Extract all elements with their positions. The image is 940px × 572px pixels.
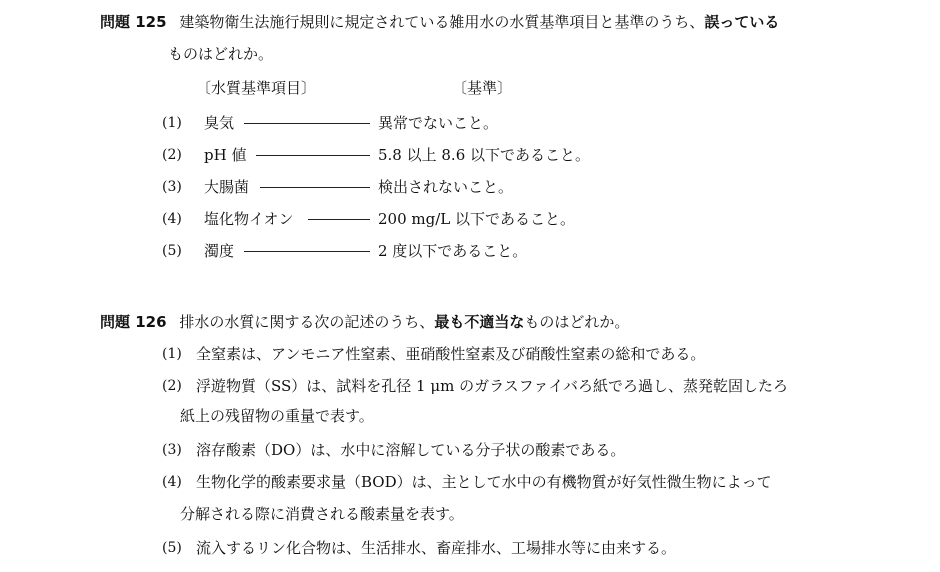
q125-label: 問題 125	[100, 13, 167, 31]
q126-option-text: 全窒素は、アンモニア性窒素、亜硝酸性窒素及び硝酸性窒素の総和である。	[196, 345, 706, 363]
q125-option-number: (1)	[162, 115, 182, 131]
q125-stem-emphasis: 誤っている	[704, 13, 780, 31]
q126-stem-a: 排水の水質に関する次の記述のうち、	[179, 313, 435, 331]
q125-row-item: 塩化物イオン	[204, 210, 294, 228]
q126-option-text: 浮遊物質（SS）は、試料を孔径 1 μm のガラスファイバろ紙でろ過し、蒸発乾固したろ	[196, 377, 789, 395]
q125-option-number: (3)	[162, 179, 182, 195]
q125-option-number: (5)	[162, 243, 182, 259]
q126-stem-c: ものはどれか。	[524, 313, 630, 331]
q125-row-item: pH 値	[204, 146, 247, 164]
q125-row-standard: 検出されないこと。	[378, 178, 514, 196]
q125-row-standard: 5.8 以上 8.6 以下であること。	[378, 146, 591, 164]
q125-header-standard: 〔基準〕	[452, 79, 513, 97]
q125-option-number: (4)	[162, 211, 182, 227]
q125-stem-a: 建築物衛生法施行規則に規定されている雑用水の水質基準項目と基準のうち、	[179, 13, 705, 31]
q126-option-number: (2)	[162, 378, 182, 394]
q126-option-text: 生物化学的酸素要求量（BOD）は、主として水中の有機物質が好気性微生物によって	[196, 473, 772, 491]
leader-line	[256, 155, 370, 156]
q126-option-text: 流入するリン化合物は、生活排水、畜産排水、工場排水等に由来する。	[196, 539, 677, 557]
q126-option-number: (1)	[162, 346, 182, 362]
q126-stem-emphasis: 最も不適当な	[434, 313, 525, 331]
q125-option-number: (2)	[162, 147, 182, 163]
q126-option-number: (3)	[162, 442, 182, 458]
q126-option-text-cont: 紙上の残留物の重量で表す。	[180, 407, 374, 425]
q126-option-number: (5)	[162, 540, 182, 556]
q126-option-text-cont: 分解される際に消費される酸素量を表す。	[180, 505, 464, 523]
q125-row-standard: 異常でないこと。	[378, 114, 499, 132]
leader-line	[244, 251, 370, 252]
q125-row-item: 大腸菌	[204, 178, 250, 196]
q125-row-item: 臭気	[204, 114, 235, 132]
leader-line	[308, 219, 370, 220]
q125-row-standard: 200 mg/L 以下であること。	[378, 210, 576, 228]
q126-line1	[100, 312, 629, 332]
q125-row-item: 濁度	[204, 242, 235, 260]
q125-header-item: 〔水質基準項目〕	[196, 79, 317, 97]
q125-stem-line2: ものはどれか。	[168, 45, 274, 63]
q125-row-standard: 2 度以下であること。	[378, 242, 528, 260]
leader-line	[260, 187, 370, 188]
q126-option-number: (4)	[162, 474, 182, 490]
q126-option-text: 溶存酸素（DO）は、水中に溶解している分子状の酸素である。	[196, 441, 626, 459]
q126-label: 問題 126	[100, 313, 167, 331]
leader-line	[244, 123, 370, 124]
q125-line1	[100, 12, 779, 32]
